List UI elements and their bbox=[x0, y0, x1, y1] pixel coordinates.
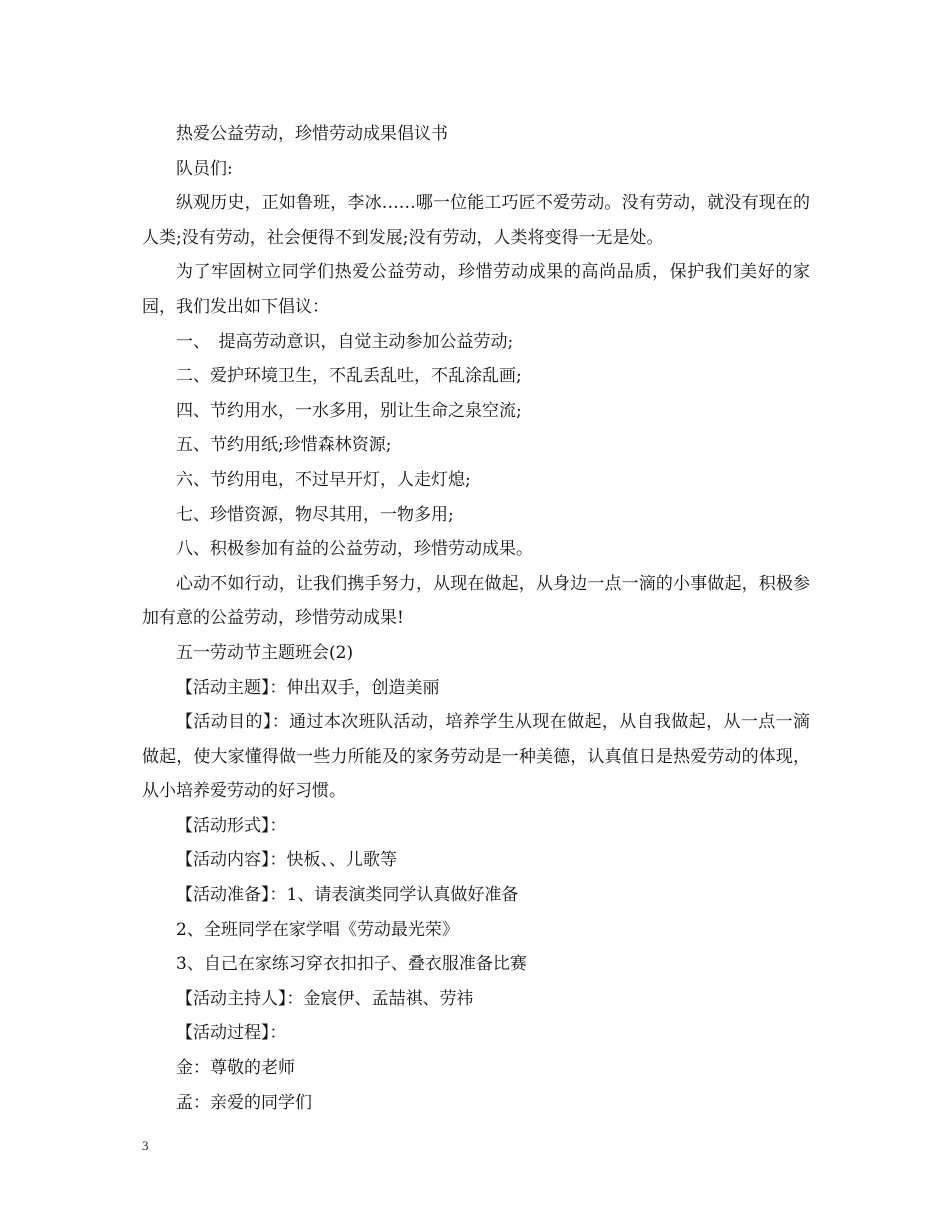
proposal-item: 一、 提高劳动意识，自觉主动参加公益劳动; bbox=[176, 331, 514, 352]
proposal-item: 六、节约用电，不过早开灯，人走灯熄; bbox=[176, 469, 471, 490]
proposal-item: 七、珍惜资源，物尽其用，一物多用; bbox=[176, 504, 454, 525]
dialogue-line: 孟：亲爱的同学们 bbox=[176, 1092, 312, 1113]
activity-field: 【活动准备】：1、请表演类同学认真做好准备 bbox=[176, 885, 519, 906]
activity-field: 【活动主持人】：金宸伊、孟喆祺、劳祎 bbox=[176, 988, 474, 1009]
preparation-item: 3、自己在家练习穿衣扣扣子、叠衣服准备比赛 bbox=[176, 954, 527, 975]
proposal-item: 二、爱护环境卫生，不乱丢乱吐，不乱涂乱画; bbox=[176, 366, 522, 387]
proposal-item: 四、节约用水，一水多用，别让生命之泉空流; bbox=[176, 400, 522, 421]
activity-field: 【活动过程】： bbox=[176, 1023, 287, 1044]
activity-field: 【活动内容】：快板、、儿歌等 bbox=[176, 850, 397, 871]
proposal-item: 八、积极参加有益的公益劳动，珍惜劳动成果。 bbox=[176, 539, 533, 560]
page-number: 3 bbox=[142, 1138, 149, 1153]
paragraph-title: 热爱公益劳动，珍惜劳动成果倡议书 bbox=[176, 124, 448, 144]
activity-field: 【活动目的】：通过本次班队活动，培养学生从现在做起，从自我做起，从一点一滴做起，使大家懂得做一些力所能及的家务劳动是一种美德，认真值日是热爱劳动的体现，从小培养爱劳动的好习惯。 bbox=[142, 712, 810, 802]
section-heading: 五一劳动节主题班会(2) bbox=[176, 642, 354, 663]
activity-field: 【活动形式】： bbox=[176, 815, 287, 836]
document-body bbox=[142, 117, 810, 1120]
preparation-item: 2、全班同学在家学唱《劳动最光荣》 bbox=[176, 919, 459, 940]
proposal-item: 五、节约用纸;珍惜森林资源; bbox=[176, 435, 392, 456]
paragraph: 为了牢固树立同学们热爱公益劳动，珍惜劳动成果的高尚品质，保护我们美好的家园，我们发出如下倡议： bbox=[142, 262, 810, 317]
paragraph: 纵观历史，正如鲁班，李冰……哪一位能工巧匠不爱劳动。没有劳动，就没有现在的人类;没有劳动，社会便得不到发展;没有劳动，人类将变得一无是处。 bbox=[142, 193, 810, 248]
paragraph: 心动不如行动，让我们携手努力，从现在做起，从身边一点一滴的小事做起，积极参加有意的公益劳动，珍惜劳动成果! bbox=[142, 573, 810, 629]
dialogue-line: 金：尊敬的老师 bbox=[176, 1058, 295, 1079]
paragraph-salutation: 队员们: bbox=[176, 158, 233, 179]
activity-field: 【活动主题】：伸出双手，创造美丽 bbox=[176, 677, 440, 698]
